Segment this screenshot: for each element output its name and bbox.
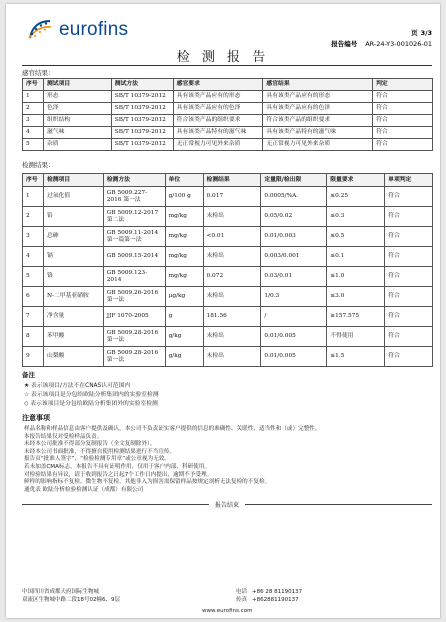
table-row bbox=[23, 227, 433, 247]
table-cell: 符合 bbox=[373, 103, 433, 115]
table-cell: 杂质 bbox=[43, 139, 111, 151]
report-number-label: 报告编号 bbox=[331, 40, 358, 48]
page-number bbox=[411, 28, 432, 37]
table-cell: 0.072 bbox=[203, 267, 261, 287]
table-cell: ≥157.575 bbox=[327, 307, 385, 327]
table-cell: 0.003/0.001 bbox=[261, 247, 327, 267]
table-cell: 9 bbox=[23, 347, 44, 367]
table-cell: 0.01/0.005 bbox=[261, 347, 327, 367]
phone-label: 电话 bbox=[236, 589, 248, 595]
fax-row bbox=[236, 596, 302, 604]
table-cell: 具有该类产品特有的滋气味 bbox=[173, 127, 263, 139]
table-cell: 具有该类产品特有的滋气味 bbox=[263, 127, 373, 139]
table-cell: g/kg bbox=[165, 347, 203, 367]
table-cell: 净含量 bbox=[43, 307, 103, 327]
tests-col-loq: 定量限/检出限 bbox=[261, 174, 327, 187]
attention-line: 对检验结果有异议，请于收到报告之日起7个工作日内提出，逾期不予受理。 bbox=[24, 471, 213, 478]
table-cell: 滋气味 bbox=[43, 127, 111, 139]
table-cell: 具有该类产品应有的色泽 bbox=[173, 103, 263, 115]
table-cell: g/100 g bbox=[165, 187, 203, 207]
eurofins-mark-icon bbox=[26, 18, 54, 42]
table-row bbox=[23, 347, 433, 367]
sensory-col-judgement: 判定 bbox=[373, 79, 433, 91]
table-cell: 8 bbox=[23, 327, 44, 347]
attention-line: 若未加盖CMA标志，本报告不具有证明作用，仅用于客户内部、科研使用。 bbox=[24, 463, 210, 470]
table-cell: ≤0.5 bbox=[327, 227, 385, 247]
table-cell: JJF 1070-2005 bbox=[103, 307, 165, 327]
sensory-results-table bbox=[22, 78, 433, 151]
table-cell: g/kg bbox=[165, 327, 203, 347]
table-cell: SB/T 10379-2012 bbox=[111, 139, 173, 151]
table-cell: 具有该类产品应有的色泽 bbox=[263, 103, 373, 115]
table-cell: 符合 bbox=[385, 287, 433, 307]
table-cell: 0.01/0.005 bbox=[261, 327, 327, 347]
table-row bbox=[23, 287, 433, 307]
table-cell: mg/kg bbox=[165, 267, 203, 287]
eurofins-logo bbox=[26, 18, 128, 42]
attention-line: 样品名称和样品信息由客户提供及确认，本公司不负责证实客户提供的信息的准确性、关联性、适当性和（或）完整性。 bbox=[24, 426, 321, 432]
table-cell: 总砷 bbox=[43, 227, 103, 247]
phone-row bbox=[236, 588, 302, 596]
table-row bbox=[23, 127, 433, 139]
table-cell: 符合 bbox=[385, 327, 433, 347]
table-cell: ≤3.0 bbox=[327, 287, 385, 307]
table-cell: 无正常视力可见外来杂质 bbox=[263, 139, 373, 151]
table-cell: 3 bbox=[23, 227, 44, 247]
tests-col-unit: 单位 bbox=[165, 174, 203, 187]
table-cell: 0.03/0.01 bbox=[261, 267, 327, 287]
page-value: 3/3 bbox=[420, 29, 432, 37]
report-title: 检 测 报 告 bbox=[176, 50, 270, 65]
attention-line: 未经本公司书面批准，不得擅自使用检测结果进行不当宣传。 bbox=[24, 448, 176, 455]
table-cell: 4 bbox=[23, 127, 44, 139]
table-cell: ≤1.0 bbox=[327, 267, 385, 287]
table-cell: mg/kg bbox=[165, 227, 203, 247]
table-cell: 6 bbox=[23, 287, 44, 307]
report-number-value: AR-24-Y3-001026-01 bbox=[365, 40, 432, 48]
table-cell: 具有该类产品应有的形态 bbox=[263, 91, 373, 103]
tests-header-row bbox=[23, 174, 433, 187]
tests-col-limit: 限量要求 bbox=[327, 174, 385, 187]
table-cell: 形态 bbox=[43, 91, 111, 103]
table-cell: 山梨酸 bbox=[43, 347, 103, 367]
table-cell: 1/0.3 bbox=[261, 287, 327, 307]
table-cell: 5 bbox=[23, 267, 44, 287]
table-row bbox=[23, 103, 433, 115]
table-cell: 铅 bbox=[43, 207, 103, 227]
table-cell: 符合 bbox=[385, 187, 433, 207]
table-cell: 1 bbox=[23, 187, 44, 207]
attention-line: 本报告结果仅对受检样品负责。 bbox=[24, 433, 103, 440]
table-cell: N-二甲基亚硝胺 bbox=[43, 287, 103, 307]
table-cell: 未检出 bbox=[203, 247, 261, 267]
table-cell: GB 5009.12-2017 第二法 bbox=[103, 207, 165, 227]
table-cell: GB 5009.11-2014 第一篇第一法 bbox=[103, 227, 165, 247]
table-cell: / bbox=[261, 307, 327, 327]
table-cell: 2 bbox=[23, 103, 44, 115]
sensory-col-item: 测试项目 bbox=[43, 79, 111, 91]
table-cell: 铬 bbox=[43, 267, 103, 287]
table-cell: 未检出 bbox=[203, 207, 261, 227]
tests-col-judgement: 单项判定 bbox=[385, 174, 433, 187]
table-cell: 组织结构 bbox=[43, 115, 111, 127]
note-line: ★ 表示该项目/方法不在CNAS认可范围内 bbox=[24, 383, 131, 389]
table-cell: 未检出 bbox=[203, 327, 261, 347]
sensory-col-no: 序号 bbox=[23, 79, 44, 91]
table-cell: 3 bbox=[23, 115, 44, 127]
table-cell: 0.01/0.003 bbox=[261, 227, 327, 247]
table-cell: 未检出 bbox=[203, 287, 261, 307]
sensory-col-requirement: 感官要求 bbox=[173, 79, 263, 91]
fax-value: +862881190137 bbox=[252, 597, 299, 603]
fax-label: 传真 bbox=[236, 597, 248, 603]
note-line: ☆ 表示该项目是分包给欧陆分析集团内的实验室检测 bbox=[24, 392, 159, 398]
tests-col-result: 检测结果 bbox=[203, 174, 261, 187]
table-cell: SB/T 10379-2012 bbox=[111, 115, 173, 127]
table-cell: 符合该类产品的组织要求 bbox=[263, 115, 373, 127]
footer-address bbox=[22, 588, 120, 604]
table-row bbox=[23, 187, 433, 207]
table-cell: GB 5009.26-2016 第一法 bbox=[103, 287, 165, 307]
title-divider bbox=[22, 65, 432, 66]
table-row bbox=[23, 267, 433, 287]
table-row bbox=[23, 327, 433, 347]
table-cell: 未检出 bbox=[203, 347, 261, 367]
table-row bbox=[23, 207, 433, 227]
table-cell: 0.0005/%A. bbox=[261, 187, 327, 207]
table-cell: SB/T 10379-2012 bbox=[111, 91, 173, 103]
table-cell: 7 bbox=[23, 307, 44, 327]
attention-list bbox=[24, 426, 434, 494]
page-label: 页 bbox=[411, 29, 418, 37]
table-cell: GB 5009.28-2016 第一法 bbox=[103, 347, 165, 367]
attention-line: 通优表 欧陆分析检验检测认证（成都）有限公司 bbox=[24, 486, 144, 493]
table-cell: GB 5009.227-2016 第一法 bbox=[103, 187, 165, 207]
table-cell: 符合 bbox=[373, 115, 433, 127]
table-cell: SB/T 10379-2012 bbox=[111, 103, 173, 115]
table-cell: mg/kg bbox=[165, 247, 203, 267]
table-cell: 0.017 bbox=[203, 187, 261, 207]
website-link[interactable]: www.eurofins.com bbox=[202, 608, 253, 614]
table-cell: 符合 bbox=[385, 347, 433, 367]
table-cell: 具有该类产品应有的形态 bbox=[173, 91, 263, 103]
brand-name: eurofins bbox=[59, 19, 129, 40]
table-row bbox=[23, 247, 433, 267]
table-cell: mg/kg bbox=[165, 207, 203, 227]
table-cell: 符合 bbox=[385, 247, 433, 267]
attention-title: 注意事项 bbox=[22, 414, 50, 422]
tests-section-title: 检测结果： bbox=[22, 161, 55, 169]
test-results-table bbox=[22, 173, 433, 367]
table-cell: 符合 bbox=[373, 91, 433, 103]
table-cell: 过氧化值 bbox=[43, 187, 103, 207]
table-cell: 5 bbox=[23, 139, 44, 151]
tests-col-no: 序号 bbox=[23, 174, 44, 187]
sensory-header-row bbox=[23, 79, 433, 91]
tests-col-method: 检测方法 bbox=[103, 174, 165, 187]
tests-col-item: 检测项目 bbox=[43, 174, 103, 187]
sensory-col-method: 测试方法 bbox=[111, 79, 173, 91]
attention-line: 鲜样的影响指标不复检，微生物不复检，其他非入为损害需保留样品按规定剖析无法复检的不复检。 bbox=[24, 479, 271, 486]
table-row bbox=[23, 91, 433, 103]
table-cell: 符合 bbox=[385, 307, 433, 327]
table-cell: 2 bbox=[23, 207, 44, 227]
report-end-marker bbox=[22, 500, 432, 508]
table-cell: 色泽 bbox=[43, 103, 111, 115]
table-cell: 4 bbox=[23, 247, 44, 267]
sensory-section-title: 感官结果： bbox=[22, 69, 55, 77]
table-cell: 无正常视力可见外来杂质 bbox=[173, 139, 263, 151]
table-cell: 镉 bbox=[43, 247, 103, 267]
table-cell: ≤0.25 bbox=[327, 187, 385, 207]
table-row bbox=[23, 139, 433, 151]
table-cell: 符合 bbox=[373, 127, 433, 139]
table-cell: 符合 bbox=[385, 267, 433, 287]
footer-contact bbox=[236, 588, 302, 604]
table-cell: 1 bbox=[23, 91, 44, 103]
sensory-col-result: 感官结果 bbox=[263, 79, 373, 91]
table-cell: 符合该类产品的组织要求 bbox=[173, 115, 263, 127]
table-cell: 不得使用 bbox=[327, 327, 385, 347]
table-cell: μg/kg bbox=[165, 287, 203, 307]
phone-value: +86 28 81190137 bbox=[252, 589, 303, 595]
table-cell: GB 5009.123-2014 bbox=[103, 267, 165, 287]
table-row bbox=[23, 115, 433, 127]
table-cell: ≤1.5 bbox=[327, 347, 385, 367]
address-line-1: 中国四川省成都天府国际生物城 bbox=[22, 589, 100, 595]
table-cell: 0.05/0.02 bbox=[261, 207, 327, 227]
note-line: ◇ 表示该项目是分包给欧陆分析集团外的实验室检测 bbox=[24, 401, 158, 407]
table-cell: SB/T 10379-2012 bbox=[111, 127, 173, 139]
table-cell: 符合 bbox=[385, 207, 433, 227]
table-cell: GB 5009.28-2016 第一法 bbox=[103, 327, 165, 347]
report-page bbox=[6, 4, 440, 618]
table-cell: 符合 bbox=[373, 139, 433, 151]
address-line-2: 双流区生物城中路二段18号02幢6、9层 bbox=[22, 597, 120, 603]
table-cell: ≤0.1 bbox=[327, 247, 385, 267]
attention-line: 未经本公司批准不得部分复制报告（全文复制除外）。 bbox=[24, 441, 156, 448]
report-end-label: 报告结束 bbox=[209, 500, 245, 509]
table-cell: 符合 bbox=[385, 227, 433, 247]
notes-title: 备注 bbox=[22, 371, 35, 379]
table-cell: <0.01 bbox=[203, 227, 261, 247]
table-cell: 苯甲酸 bbox=[43, 327, 103, 347]
table-cell: 181.56 bbox=[203, 307, 261, 327]
attention-line: 报告页“批准人签字”、“检验检测专用章”或公章视为无效。 bbox=[24, 456, 170, 463]
table-cell: ≤0.3 bbox=[327, 207, 385, 227]
table-row bbox=[23, 307, 433, 327]
table-cell: g bbox=[165, 307, 203, 327]
table-cell: GB 5009.15-2014 bbox=[103, 247, 165, 267]
